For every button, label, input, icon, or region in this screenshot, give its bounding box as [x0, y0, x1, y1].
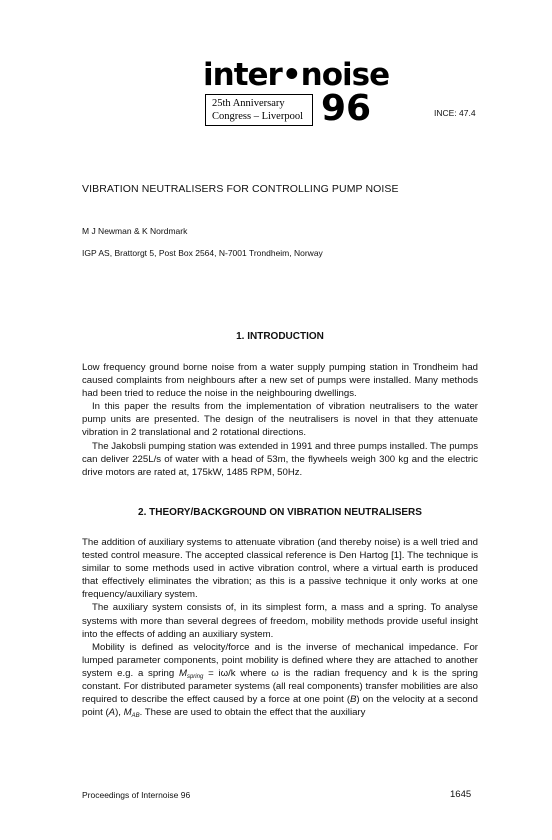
logo-anniversary-box	[205, 94, 313, 126]
conference-logo	[203, 57, 390, 129]
paper-authors: M J Newman & K Nordmark	[82, 226, 188, 236]
section-body-theory	[82, 536, 478, 719]
ince-identifier: INCE: 47.4	[434, 108, 476, 118]
paper-title: VIBRATION NEUTRALISERS FOR CONTROLLING PUMP NOISE	[82, 183, 399, 195]
footer-proceedings: Proceedings of Internoise 96	[82, 790, 191, 800]
section-body-introduction	[82, 361, 478, 479]
logo-line-1: 25th Anniversary	[212, 98, 285, 109]
paragraph: Mobility is defined as velocity/force and is the inverse of mechanical impedance. For lumped parameter components, point mobility is defined where they are attached to another system e.g. a spring $M_{spring} = i\omega/k$ where ω is the radian frequency and k is the spring constant. For distributed parameter systems (all real components) transfer mobilities are also required to describe the effect caused by a force at one point (B) on the velocity at a second point (A), $M_{AB}$. These are used to obtain the effect that the auxiliary	[82, 641, 478, 720]
logo-year-number: 96	[321, 88, 372, 129]
paragraph: In this paper the results from the implementation of vibration neutralisers to the water pump units are presented. The design of the neutralisers is novel in that they attenuate vibration in 2 translational and 2 rotational directions.	[82, 401, 478, 439]
paragraph: The auxiliary system consists of, in its simplest form, a mass and a spring. To analyse systems with more than several degrees of freedom, mobility methods provide useful insight into the effects of adding an auxiliary system.	[82, 602, 478, 640]
page-number: 1645	[450, 789, 472, 800]
paper-affiliation: IGP AS, Brattorgt 5, Post Box 2564, N-7001 Trondheim, Norway	[82, 248, 323, 258]
logo-wordmark: inter•noise	[203, 57, 390, 93]
paragraph: Low frequency ground borne noise from a water supply pumping station in Trondheim had caused complaints from neighbours after a new set of pumps were installed. Many methods had been tried to reduce the noise in the neighbouring dwellings.	[82, 362, 478, 400]
paragraph: The addition of auxiliary systems to attenuate vibration (and thereby noise) is a well tried and tested control measure. The accepted classical reference is Den Hartog [1]. The technique is similar to some methods used in active vibration control, where a virtual earth is produced that effectively eliminates the vibration; as this is a passive technique it only works at one frequency/auxiliary system.	[82, 537, 478, 601]
paragraph: The Jakobsli pumping station was extended in 1991 and three pumps installed. The pumps can deliver 225L/s of water with a head of 53m, the flywheels weigh 300 kg and the electric drive motors are rated at, 175kW, 1485 RPM, 50Hz.	[82, 440, 478, 478]
section-heading-introduction: 1. INTRODUCTION	[236, 331, 324, 342]
section-heading-theory: 2. THEORY/BACKGROUND ON VIBRATION NEUTRALISERS	[138, 507, 422, 518]
logo-line-2: Congress – Liverpool	[212, 111, 303, 122]
